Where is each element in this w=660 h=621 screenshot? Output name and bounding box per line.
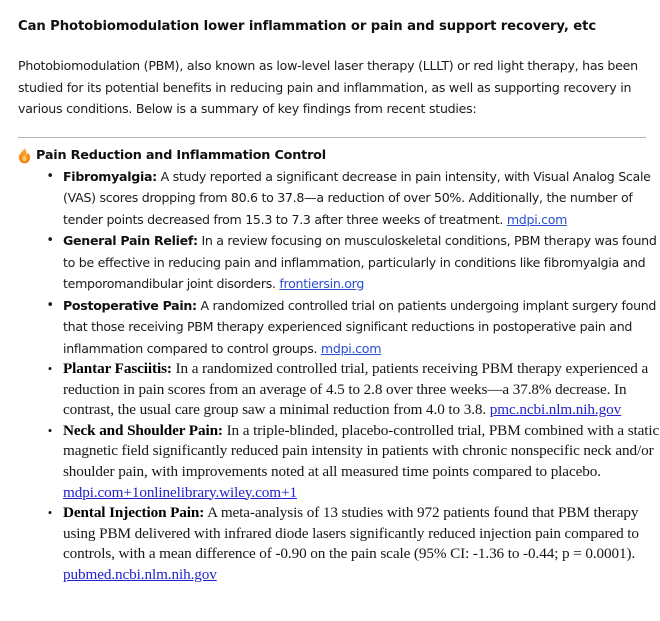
list-item xyxy=(18,421,660,503)
finding-body: In a randomized controlled trial, patients receiving PBM therapy experienced a reduction in pain scores from an average of 4.5 to 2.8 over three weeks—a 37.8% decrease. In contrast, the usual care group saw a minimal reduction from 4.0 to 3.8. xyxy=(63,360,649,419)
section-title: Pain Reduction and Inflammation Control xyxy=(36,147,326,163)
finding-body: A randomized controlled trial on patients undergoing implant surgery found that those receiving PBM therapy experienced significant reductions in postoperative pain and inflammation compared to control groups. xyxy=(63,297,657,356)
finding-term: Plantar Fasciitis: xyxy=(63,360,172,377)
finding-term: Fibromyalgia: xyxy=(63,168,157,184)
section-divider xyxy=(18,137,646,138)
finding-term: Dental Injection Pain: xyxy=(63,504,205,522)
findings-list xyxy=(18,166,660,586)
bullet-marker: • xyxy=(47,422,53,438)
reference-link[interactable]: mdpi.com+1onlinelibrary.wiley.com+1 xyxy=(63,483,297,501)
list-item xyxy=(18,503,660,585)
bullet-marker: • xyxy=(47,361,53,376)
bullet-marker: • xyxy=(46,297,54,313)
intro-paragraph: Photobiomodulation (PBM), also known as low-level laser therapy (LLLT) or red light therapy, has been studied for its potential benefits in reducing pain and inflammation, as well as supporting recovery in various conditions. Below is a summary of key findings from recent studies: xyxy=(18,58,638,116)
finding-body: In a triple-blinded, placebo-controlled trial, PBM combined with a static magnetic field significantly reduced pain intensity in patients with chronic nonspecific neck and/or shoulder pain, with improvements noted at all measured time points compared to placebo. xyxy=(63,421,660,480)
reference-link[interactable]: frontiersin.org xyxy=(279,276,365,291)
finding-body: In a review focusing on musculoskeletal conditions, PBM therapy was found to be effective in reducing pain and inflammation, particularly in conditions like fibromyalgia and temporomandibular joint disorders. xyxy=(63,233,657,291)
bullet-marker: • xyxy=(46,233,54,248)
reference-link[interactable]: pubmed.ncbi.nlm.nih.gov xyxy=(63,565,217,583)
reference-link[interactable]: mdpi.com xyxy=(506,211,568,227)
reference-link[interactable]: pmc.ncbi.nlm.nih.gov xyxy=(489,401,622,419)
finding-body: A study reported a significant decrease in pain intensity, with Visual Analog Scale (VAS) scores dropping from 80.6 to 37.8—a reduction of over 50%. Additionally, the number of tender points decreased from 15.3 to 7.3 after three weeks of treatment. xyxy=(63,168,651,227)
flame-icon xyxy=(18,148,31,164)
finding-term: Postoperative Pain: xyxy=(63,297,197,313)
list-item xyxy=(18,230,660,295)
list-item xyxy=(18,359,660,421)
finding-term: General Pain Relief: xyxy=(63,233,198,248)
finding-term: Neck and Shoulder Pain: xyxy=(63,421,223,439)
finding-body: A meta-analysis of 13 studies with 972 patients found that PBM therapy using PBM delivered with infrared diode lasers significantly reduced injection pain compared to controls, with a mean difference of -0.90 on the pain scale (95% CI: -1.36 to -0.44; p = 0.0001). xyxy=(63,504,639,563)
bullet-marker: • xyxy=(47,505,53,521)
list-item xyxy=(18,166,660,231)
bullet-marker: • xyxy=(46,168,54,184)
list-item xyxy=(18,295,660,360)
page-title: Can Photobiomodulation lower inflammation or pain and support recovery, etc xyxy=(18,19,597,34)
reference-link[interactable]: mdpi.com xyxy=(320,340,382,356)
section-header xyxy=(18,147,645,164)
